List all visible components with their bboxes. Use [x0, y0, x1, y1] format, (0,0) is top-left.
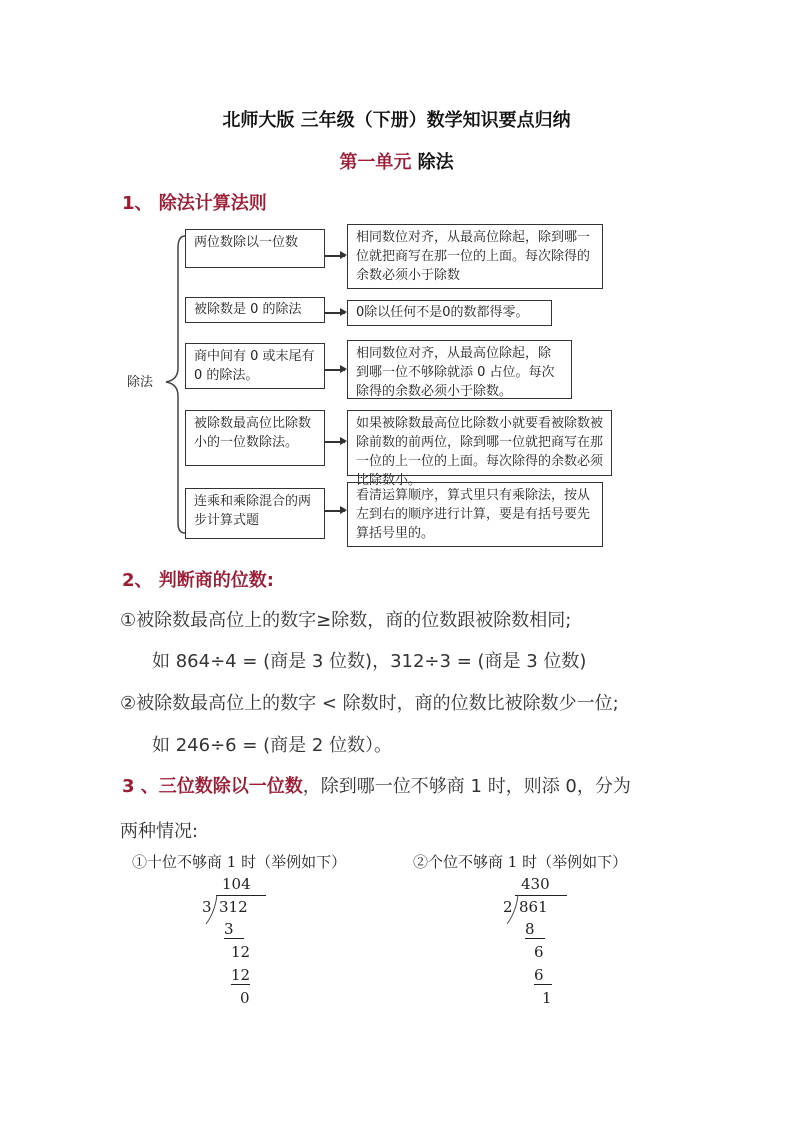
step: 6	[534, 943, 544, 961]
rule-box: 相同数位对齐，从最高位除起，除到哪一位不够除就添 0 占位。每次除得的余数必须小于除数。	[347, 340, 572, 399]
arrow-icon	[325, 510, 345, 512]
rule-box: 如果被除数最高位比除数小就要看被除数被除前数的前两位，除到哪一位就把商写在那一位的上一位的上面。每次除得的余数必须比除数小。	[347, 410, 612, 476]
division-bracket-icon	[506, 894, 520, 926]
rule-box: 0除以任何不是0的数都得零。	[347, 300, 552, 326]
section1-heading: 1、 除法计算法则	[122, 193, 267, 214]
rule-box: 相同数位对齐，从最高位除起，除到哪一位就把商写在那一位的上面。每次除得的余数必须小于除数	[347, 224, 603, 289]
quotient: 104	[222, 875, 251, 893]
method-box: 被除数最高位比除数小的一位数除法。	[185, 410, 325, 466]
dividend: 861	[519, 898, 548, 916]
step: 8	[525, 920, 545, 939]
division-bracket-icon	[205, 894, 219, 926]
step: 3	[224, 920, 244, 939]
example-label: ②个位不够商 1 时（举例如下）	[413, 853, 628, 871]
diagram-root: 除法	[127, 375, 154, 390]
division-bar	[216, 895, 266, 896]
arrow-icon	[325, 255, 345, 257]
page-title: 北师大版 三年级（下册）数学知识要点归纳	[222, 110, 571, 131]
dividend: 312	[219, 898, 248, 916]
arrow-icon	[325, 369, 345, 371]
arrow-icon	[325, 312, 345, 314]
example-line: 如 864÷4 = (商是 3 位数)，312÷3 = (商是 3 位数)	[152, 651, 587, 672]
section3-text: ，除到哪一位不够商 1 时，则添 0，分为	[302, 776, 631, 797]
unit-label: 第一单元	[339, 152, 412, 173]
unit-topic: 除法	[417, 152, 454, 173]
divisor: 2	[503, 898, 513, 916]
division-bar	[515, 895, 567, 896]
quotient: 430	[521, 875, 550, 893]
section2-heading: 2、 判断商的位数:	[122, 570, 274, 591]
method-box: 商中间有 0 或末尾有 0 的除法。	[185, 343, 325, 389]
divisor: 3	[202, 898, 212, 916]
example-line: 如 246÷6 = (商是 2 位数）。	[152, 735, 393, 756]
method-box: 连乘和乘除混合的两步计算式题	[185, 488, 325, 539]
step: 0	[240, 989, 250, 1007]
section3-heading: 3 、三位数除以一位数	[122, 776, 303, 797]
method-box: 被除数是 0 的除法	[185, 297, 325, 323]
step: 1	[542, 989, 552, 1007]
step: 12	[231, 943, 251, 961]
rule-line: ①被除数最高位上的数字≥除数，商的位数跟被除数相同;	[120, 610, 572, 631]
section3-line	[122, 772, 631, 798]
step: 6	[534, 966, 552, 985]
rule-line: ②被除数最高位上的数字 < 除数时，商的位数比被除数少一位;	[120, 693, 619, 714]
section3-text2: 两种情况:	[120, 821, 199, 842]
arrow-icon	[325, 441, 345, 443]
method-box: 两位数除以一位数	[185, 229, 325, 268]
brace-icon	[160, 228, 188, 543]
rule-box: 看清运算顺序，算式里只有乘除法，按从左到右的顺序进行计算，要是有括号要先算括号里的。	[347, 482, 603, 547]
step: 12	[231, 966, 251, 984]
example-label: ①十位不够商 1 时（举例如下）	[132, 853, 347, 871]
